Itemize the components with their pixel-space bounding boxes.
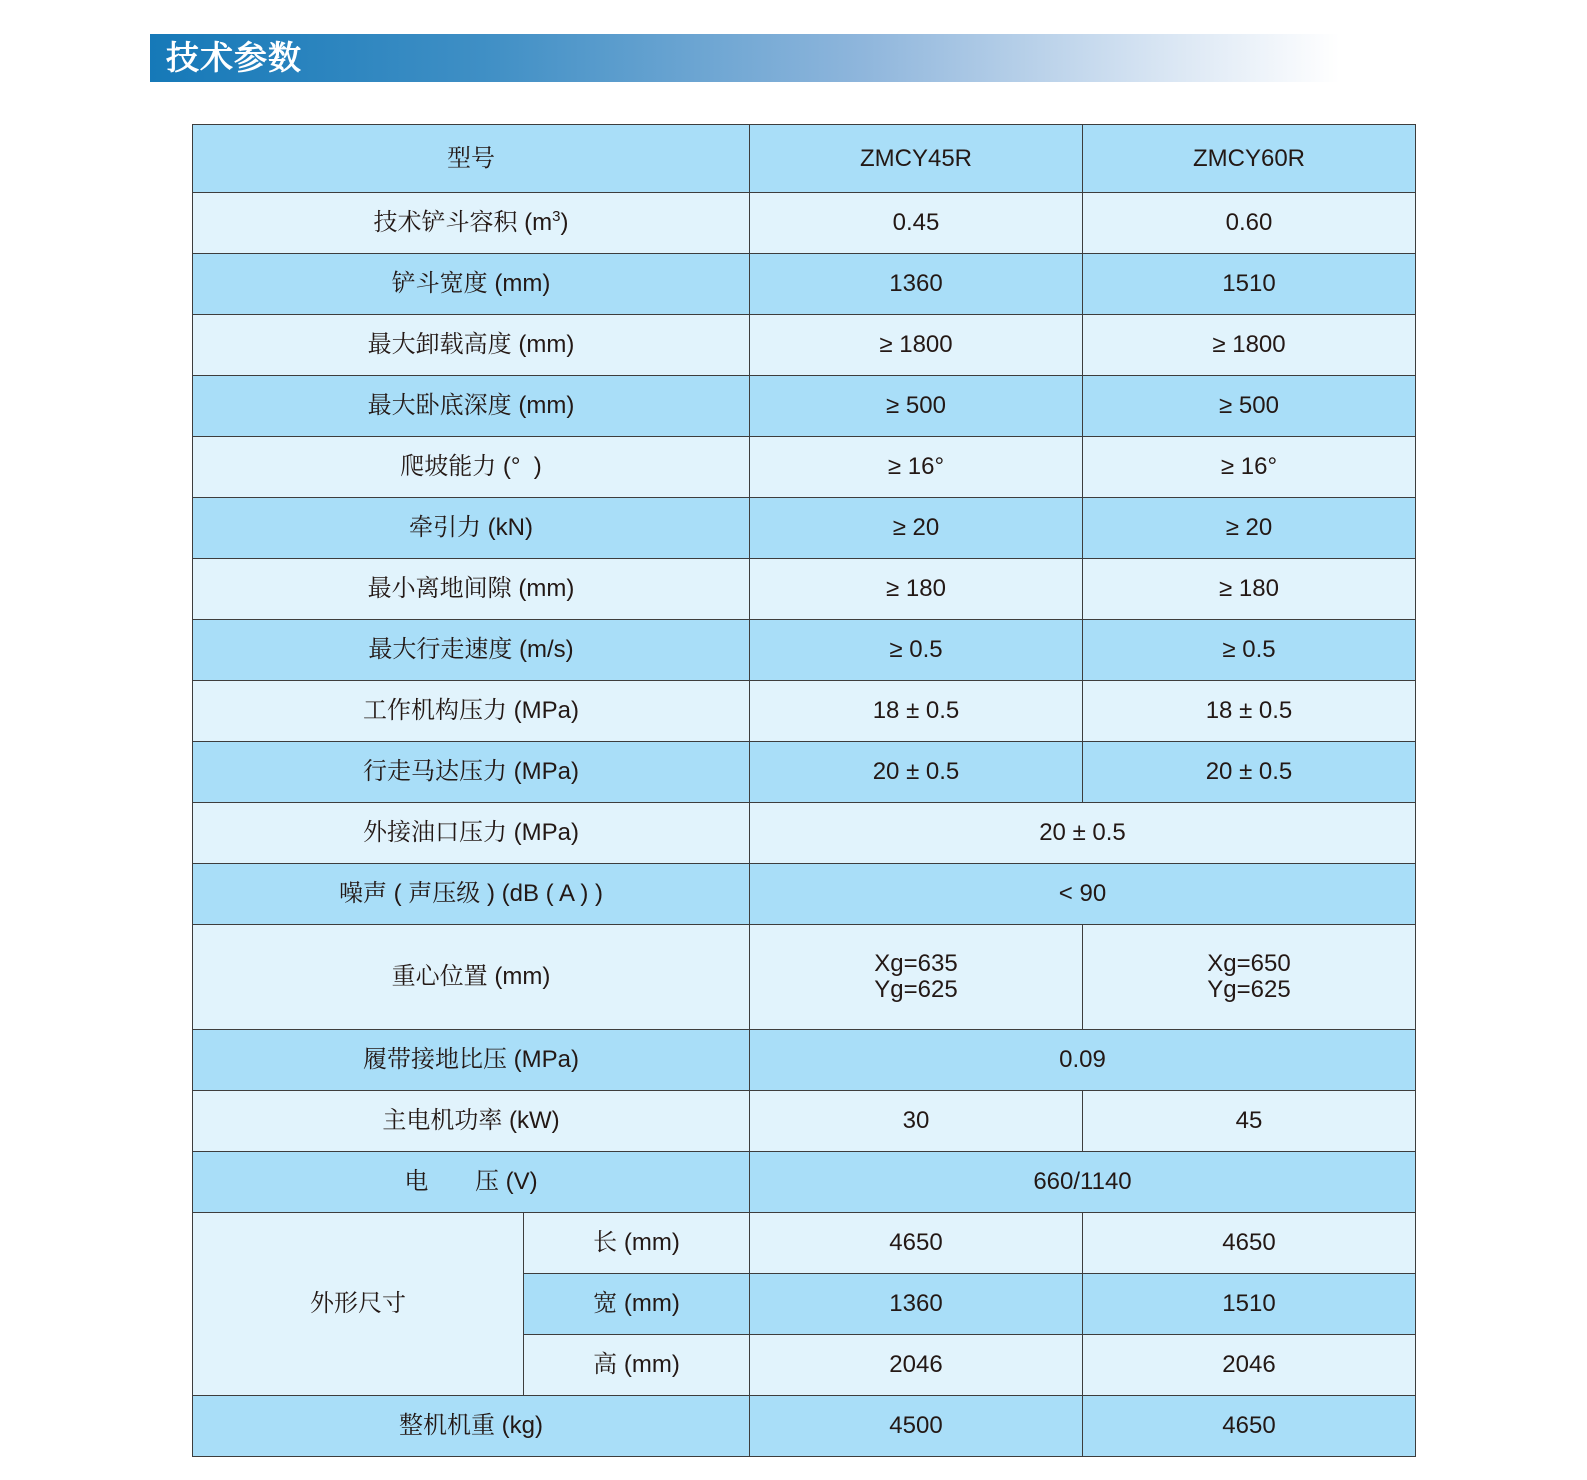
row-value-a: ≥ 16°: [750, 437, 1083, 498]
row-value-b: 45: [1083, 1091, 1416, 1152]
row-value-b: ≥ 180: [1083, 559, 1416, 620]
row-value-b: ≥ 20: [1083, 498, 1416, 559]
row-label: 电 压 (V): [193, 1152, 750, 1213]
row-value-a: ≥ 0.5: [750, 620, 1083, 681]
row-value-b: Xg=650 Yg=625: [1083, 925, 1416, 1030]
row-label: 最大行走速度 (m/s): [193, 620, 750, 681]
row-value-a: ≥ 180: [750, 559, 1083, 620]
row-value-merged: 20 ± 0.5: [750, 803, 1416, 864]
row-value-b: ≥ 0.5: [1083, 620, 1416, 681]
table-row: [193, 1030, 1416, 1091]
table-row: [193, 1213, 1416, 1274]
row-value-b: 2046: [1083, 1335, 1416, 1396]
row-value-b: ≥ 16°: [1083, 437, 1416, 498]
section-header-banner: [150, 34, 1340, 82]
spec-table: [192, 124, 1416, 1457]
row-label: 技术铲斗容积 $(m^3)$: [193, 193, 750, 254]
row-value-a: ≥ 20: [750, 498, 1083, 559]
table-row: [193, 1152, 1416, 1213]
row-label: 最大卸载高度 (mm): [193, 315, 750, 376]
row-value-a: 4500: [750, 1396, 1083, 1457]
table-row: [193, 193, 1416, 254]
table-row: [193, 376, 1416, 437]
row-value-a: Xg=635 Yg=625: [750, 925, 1083, 1030]
row-value-a: 20 ± 0.5: [750, 742, 1083, 803]
row-label: 外接油口压力 (MPa): [193, 803, 750, 864]
row-label: 爬坡能力 (° ): [193, 437, 750, 498]
row-value-merged: 0.09: [750, 1030, 1416, 1091]
row-value-a: 1360: [750, 254, 1083, 315]
row-value-a: 1360: [750, 1274, 1083, 1335]
table-header-row: [193, 125, 1416, 193]
table-row: [193, 254, 1416, 315]
dimension-sublabel: 宽 (mm): [524, 1274, 750, 1335]
row-value-b: 20 ± 0.5: [1083, 742, 1416, 803]
row-label: 噪声 ( 声压级 ) (dB ( A ) ): [193, 864, 750, 925]
row-value-a: 30: [750, 1091, 1083, 1152]
row-value-a: 0.45: [750, 193, 1083, 254]
header-model-b: ZMCY60R: [1083, 125, 1416, 193]
row-value-b: 0.60: [1083, 193, 1416, 254]
dimensions-label: 外形尺寸: [193, 1213, 524, 1396]
row-value-b: 1510: [1083, 254, 1416, 315]
table-row: [193, 1091, 1416, 1152]
row-value-b: ≥ 1800: [1083, 315, 1416, 376]
row-label: 工作机构压力 (MPa): [193, 681, 750, 742]
row-value-a: 4650: [750, 1213, 1083, 1274]
row-value-merged: < 90: [750, 864, 1416, 925]
table-row: [193, 559, 1416, 620]
table-row: [193, 620, 1416, 681]
table-row: [193, 1396, 1416, 1457]
row-label: 最小离地间隙 (mm): [193, 559, 750, 620]
row-value-a: 18 ± 0.5: [750, 681, 1083, 742]
row-label: 牵引力 (kN): [193, 498, 750, 559]
row-value-b: 1510: [1083, 1274, 1416, 1335]
row-value-b: 4650: [1083, 1396, 1416, 1457]
row-value-b: ≥ 500: [1083, 376, 1416, 437]
row-value-b: 18 ± 0.5: [1083, 681, 1416, 742]
header-model-label: 型号: [193, 125, 750, 193]
row-value-a: 2046: [750, 1335, 1083, 1396]
table-row: [193, 803, 1416, 864]
dimension-sublabel: 长 (mm): [524, 1213, 750, 1274]
table-row: [193, 742, 1416, 803]
row-label: 最大卧底深度 (mm): [193, 376, 750, 437]
row-label: 履带接地比压 (MPa): [193, 1030, 750, 1091]
header-model-a: ZMCY45R: [750, 125, 1083, 193]
row-label: 行走马达压力 (MPa): [193, 742, 750, 803]
table-row: [193, 864, 1416, 925]
row-value-merged: 660/1140: [750, 1152, 1416, 1213]
table-row: [193, 925, 1416, 1030]
row-value-a: ≥ 1800: [750, 315, 1083, 376]
section-title: 技术参数: [166, 38, 302, 77]
row-label: 重心位置 (mm): [193, 925, 750, 1030]
table-row: [193, 498, 1416, 559]
table-row: [193, 681, 1416, 742]
table-row: [193, 437, 1416, 498]
row-label: 铲斗宽度 (mm): [193, 254, 750, 315]
dimension-sublabel: 高 (mm): [524, 1335, 750, 1396]
row-value-b: 4650: [1083, 1213, 1416, 1274]
row-label: 整机机重 (kg): [193, 1396, 750, 1457]
row-value-a: ≥ 500: [750, 376, 1083, 437]
table-row: [193, 315, 1416, 376]
row-label: 主电机功率 (kW): [193, 1091, 750, 1152]
